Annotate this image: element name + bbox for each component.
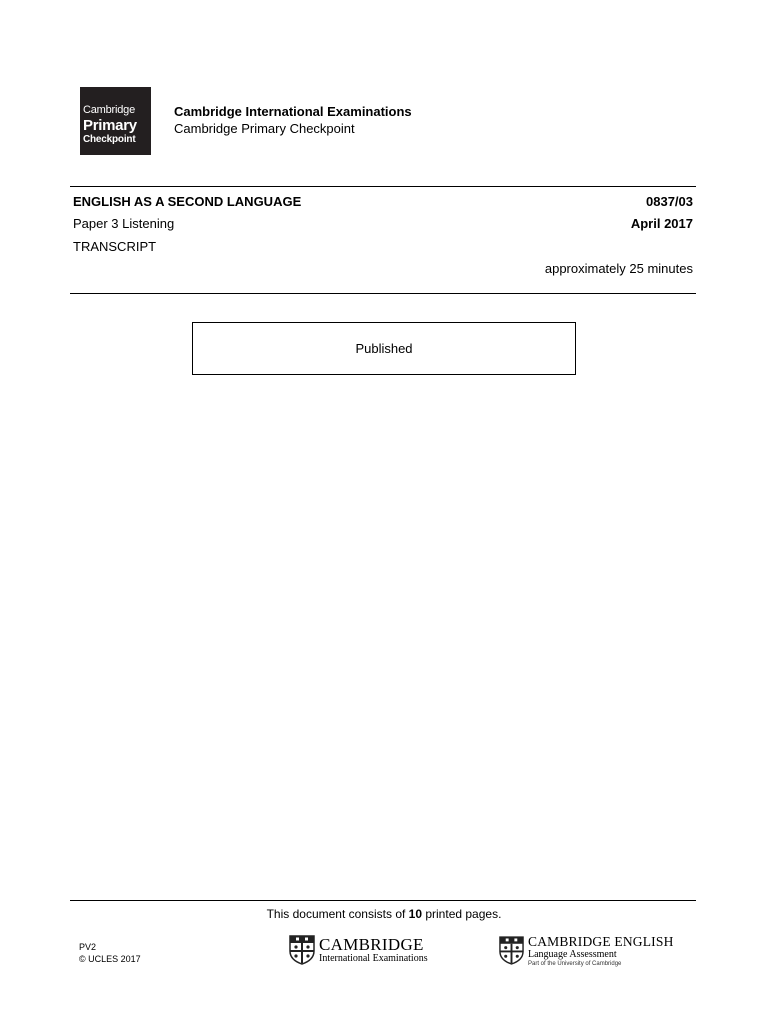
document-type: TRANSCRIPT [73,239,157,254]
top-divider [70,186,696,187]
status-box [192,322,576,375]
crest-icon [289,935,315,965]
logo-line-3: Checkpoint [83,134,136,145]
cambridge-english-logo [499,935,674,967]
cambridge-english-sub: Language Assessment [528,948,617,960]
version-code: PV2 [79,942,97,952]
org-subtitle: Cambridge Primary Checkpoint [174,121,355,136]
cie-logo-sub: International Examinations [319,953,428,964]
paper-name: Paper 3 Listening [73,216,175,231]
duration: approximately 25 minutes [544,261,693,276]
crest-icon [499,936,524,965]
exam-session: April 2017 [630,216,693,231]
pages-count: 10 [408,907,423,921]
footer-codes [79,941,141,965]
copyright: © UCLES 2017 [79,954,141,964]
logo-line-2: Primary [83,117,137,134]
subject-title: ENGLISH AS A SECOND LANGUAGE [73,194,302,209]
paper-code: 0837/03 [646,194,693,209]
cambridge-english-name: CAMBRIDGE ENGLISH [528,934,674,949]
cie-logo-name: CAMBRIDGE [319,935,424,954]
middle-divider [70,293,696,294]
org-title: Cambridge International Examinations [174,104,412,119]
logo-line-1: Cambridge [83,104,136,116]
cambridge-primary-checkpoint-logo [80,87,151,155]
cambridge-english-tagline: Part of the University of Cambridge [528,960,622,967]
cambridge-international-logo [289,935,428,965]
page-count-note [0,907,768,921]
status-label: Published [355,341,413,356]
pages-suffix: printed pages. [422,907,502,921]
pages-prefix: This document consists of [266,907,409,921]
footer-divider [70,900,696,901]
